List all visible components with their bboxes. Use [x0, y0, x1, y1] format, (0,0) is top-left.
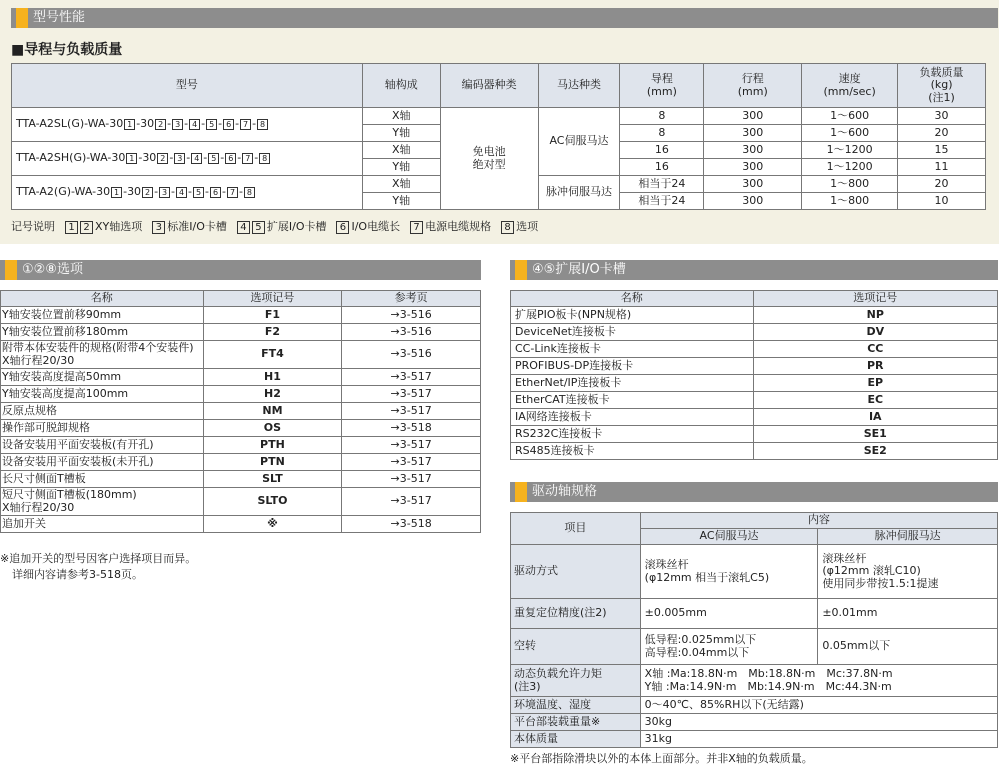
option-box: 5 — [208, 153, 219, 164]
model-separator: -30 — [138, 151, 157, 165]
option-box: 4 — [189, 119, 200, 130]
option-code: PTH — [203, 437, 342, 454]
option-code: PTN — [203, 454, 342, 471]
expansion-name: RS232C连接板卡 — [511, 426, 754, 443]
drive-backlash-ac: 低导程:0.025mm以下 高导程:0.04mm以下 — [640, 629, 818, 665]
drive-accuracy-ac: ±0.005mm — [640, 599, 818, 629]
motor-cell-ac: AC伺服马达 — [538, 108, 620, 176]
speed-cell: 1～600 — [802, 125, 898, 142]
legend-number: 2 — [80, 221, 93, 234]
option-box: 7 — [227, 187, 238, 198]
stroke-cell: 300 — [704, 159, 802, 176]
expansion-code: SE1 — [753, 426, 997, 443]
option-code: H1 — [203, 369, 342, 386]
legend-label: 记号说明 — [11, 220, 55, 233]
expansion-name: EtherNet/IP连接板卡 — [511, 375, 754, 392]
expansion-name: DeviceNet连接板卡 — [511, 324, 754, 341]
header-encoder: 编码器种类 — [440, 64, 538, 108]
drive-note: ※平台部指除滑块以外的本体上面部分。并非X轴的负载质量。 — [510, 752, 813, 765]
legend-item — [65, 220, 142, 233]
option-name: Y轴安装位置前移90mm — [1, 307, 204, 324]
perf-subtitle: ■导程与负载质量 — [11, 42, 123, 58]
drive-method-ac: 滚珠丝杆 (φ12mm 相当于滚轧C5) — [640, 545, 818, 599]
load-cell: 20 — [898, 176, 986, 193]
model-code: TTA-A2SL(G)-WA-30 1 -30 2 - 3 - 4 - 5 - 6 - 7 - 8 — [12, 108, 363, 142]
expansion-code: CC — [753, 341, 997, 358]
section-title-model: 型号性能 — [11, 8, 998, 28]
option-box: 8 — [259, 153, 270, 164]
drive-label-moment: 动态负载允许力矩 (注3) — [511, 665, 641, 697]
drive-platform-load-value: 30kg — [640, 714, 997, 731]
legend-number: 7 — [410, 221, 423, 234]
option-box: 4 — [191, 153, 202, 164]
axis-cell: Y轴 — [362, 193, 440, 210]
axis-cell: Y轴 — [362, 159, 440, 176]
expansion-header-code: 选项记号 — [753, 291, 997, 307]
option-page-link[interactable]: →3-517 — [342, 454, 481, 471]
option-box: 3 — [174, 153, 185, 164]
legend-text: XY轴选项 — [95, 220, 143, 233]
axis-cell: X轴 — [362, 176, 440, 193]
expansion-name: IA网络连接板卡 — [511, 409, 754, 426]
option-box: 8 — [257, 119, 268, 130]
load-cell: 11 — [898, 159, 986, 176]
speed-cell: 1～800 — [802, 193, 898, 210]
stroke-cell: 300 — [704, 142, 802, 159]
axis-cell: X轴 — [362, 108, 440, 125]
speed-cell: 1～600 — [802, 108, 898, 125]
option-page-link[interactable]: →3-517 — [342, 437, 481, 454]
motor-cell-pulse: 脉冲伺服马达 — [538, 176, 620, 210]
expansion-code: NP — [753, 307, 997, 324]
option-box: 6 — [210, 187, 221, 198]
drive-body-mass-value: 31kg — [640, 731, 997, 748]
header-speed: 速度 (mm/sec) — [802, 64, 898, 108]
option-code: F1 — [203, 307, 342, 324]
expansion-code: DV — [753, 324, 997, 341]
option-name: 短尺寸侧面T槽板(180mm) X轴行程20/30 — [1, 488, 204, 516]
header-stroke: 行程 (mm) — [704, 64, 802, 108]
option-code: H2 — [203, 386, 342, 403]
expansion-name: RS485连接板卡 — [511, 443, 754, 460]
model-code: TTA-A2SH(G)-WA-30 1 -30 2 - 3 - 4 - 5 - 6 - 7 - 8 — [12, 142, 363, 176]
lead-cell: 相当于24 — [620, 176, 704, 193]
drive-backlash-pulse: 0.05mm以下 — [818, 629, 998, 665]
option-box: 4 — [176, 187, 187, 198]
lead-cell: 16 — [620, 142, 704, 159]
drive-label-environment: 环境温度、湿度 — [511, 697, 641, 714]
drive-accuracy-pulse: ±0.01mm — [818, 599, 998, 629]
legend-text: 扩展I/O卡槽 — [266, 220, 327, 233]
options-header-code: 选项记号 — [203, 291, 342, 307]
options-header-page: 参考页 — [342, 291, 481, 307]
expansion-name: CC-Link连接板卡 — [511, 341, 754, 358]
stroke-cell: 300 — [704, 176, 802, 193]
speed-cell: 1～800 — [802, 176, 898, 193]
option-code: F2 — [203, 324, 342, 341]
model-separator: -30 — [136, 117, 155, 131]
header-motor: 马达种类 — [538, 64, 620, 108]
load-cell: 30 — [898, 108, 986, 125]
option-box: 2 — [142, 187, 153, 198]
legend-item — [152, 220, 227, 233]
option-code: SLTO — [203, 488, 342, 516]
legend-text: I/O电缆长 — [351, 220, 401, 233]
drive-header-content: 内容 — [640, 513, 997, 529]
lead-cell: 8 — [620, 108, 704, 125]
performance-table — [11, 63, 986, 210]
option-page-link[interactable]: →3-516 — [342, 341, 481, 369]
symbol-legend — [11, 219, 548, 235]
legend-number: 5 — [252, 221, 265, 234]
header-load: 负载质量 (kg) (注1) — [898, 64, 986, 108]
legend-number: 1 — [65, 221, 78, 234]
option-box: 1 — [124, 119, 135, 130]
drive-label-accuracy: 重复定位精度(注2) — [511, 599, 641, 629]
speed-cell: 1～1200 — [802, 159, 898, 176]
expansion-code: EP — [753, 375, 997, 392]
model-code: TTA-A2(G)-WA-30 1 -30 2 - 3 - 4 - 5 - 6 - 7 - 8 — [12, 176, 363, 210]
option-page-link[interactable]: →3-518 — [342, 516, 481, 533]
options-table — [0, 290, 481, 533]
option-name: Y轴安装高度提高100mm — [1, 386, 204, 403]
option-name: 追加开关 — [1, 516, 204, 533]
option-page-link[interactable]: →3-516 — [342, 307, 481, 324]
legend-number: 3 — [152, 221, 165, 234]
legend-number: 6 — [336, 221, 349, 234]
legend-item — [410, 220, 491, 233]
section-title-expansion: ④⑤扩展I/O卡槽 — [510, 260, 998, 280]
drive-header-ac: AC伺服马达 — [640, 529, 818, 545]
option-box: 5 — [206, 119, 217, 130]
encoder-cell: 免电池 绝对型 — [440, 108, 538, 210]
drive-label-method: 驱动方式 — [511, 545, 641, 599]
option-box: 6 — [223, 119, 234, 130]
legend-text: 电源电缆规格 — [425, 220, 492, 233]
model-prefix: TTA-A2SH(G)-WA-30 — [16, 151, 126, 165]
drive-label-backlash: 空转 — [511, 629, 641, 665]
drive-method-pulse: 滚珠丝杆 (φ12mm 滚轧C10) 使用同步带按1.5:1提速 — [818, 545, 998, 599]
legend-item — [501, 220, 538, 233]
axis-cell: X轴 — [362, 142, 440, 159]
option-page-link[interactable]: →3-517 — [342, 369, 481, 386]
option-box: 7 — [242, 153, 253, 164]
option-code: NM — [203, 403, 342, 420]
expansion-name: PROFIBUS-DP连接板卡 — [511, 358, 754, 375]
option-box: 1 — [111, 187, 122, 198]
legend-text: 选项 — [516, 220, 539, 233]
drive-environment-value: 0～40℃、85%RH以下(无结露) — [640, 697, 997, 714]
option-page-link[interactable]: →3-516 — [342, 324, 481, 341]
option-name: Y轴安装位置前移180mm — [1, 324, 204, 341]
lead-cell: 相当于24 — [620, 193, 704, 210]
axis-cell: Y轴 — [362, 125, 440, 142]
option-name: 附带本体安装件的规格(附带4个安装件) X轴行程20/30 — [1, 341, 204, 369]
options-note-2: 详细内容请参考3-518页。 — [12, 568, 143, 581]
drive-header-item: 项目 — [511, 513, 641, 545]
model-prefix: TTA-A2SL(G)-WA-30 — [16, 117, 124, 131]
option-box: 2 — [155, 119, 166, 130]
option-page-link[interactable]: →3-518 — [342, 420, 481, 437]
option-name: 操作部可脱卸规格 — [1, 420, 204, 437]
option-box: 5 — [193, 187, 204, 198]
option-name: 反原点规格 — [1, 403, 204, 420]
expansion-code: EC — [753, 392, 997, 409]
model-separator: -30 — [123, 185, 142, 199]
expansion-code: PR — [753, 358, 997, 375]
options-header-name: 名称 — [1, 291, 204, 307]
expansion-code: SE2 — [753, 443, 997, 460]
drive-label-body-mass: 本体质量 — [511, 731, 641, 748]
legend-number: 8 — [501, 221, 514, 234]
option-code: FT4 — [203, 341, 342, 369]
expansion-name: 扩展PIO板卡(NPN规格) — [511, 307, 754, 324]
load-cell: 20 — [898, 125, 986, 142]
option-box: 3 — [172, 119, 183, 130]
option-box: 6 — [225, 153, 236, 164]
option-name: Y轴安装高度提高50mm — [1, 369, 204, 386]
option-page-link[interactable]: →3-517 — [342, 403, 481, 420]
option-box: 1 — [126, 153, 137, 164]
option-name: 设备安装用平面安装板(未开孔) — [1, 454, 204, 471]
speed-cell: 1～1200 — [802, 142, 898, 159]
option-name: 设备安装用平面安装板(有开孔) — [1, 437, 204, 454]
option-box: 8 — [244, 187, 255, 198]
section-title-drive: 驱动轴规格 — [510, 482, 998, 502]
option-box: 3 — [159, 187, 170, 198]
expansion-header-name: 名称 — [511, 291, 754, 307]
legend-item — [237, 220, 327, 233]
lead-cell: 8 — [620, 125, 704, 142]
legend-item — [336, 220, 400, 233]
legend-number: 4 — [237, 221, 250, 234]
option-box: 2 — [157, 153, 168, 164]
legend-text: 标准I/O卡槽 — [167, 220, 227, 233]
options-note-1: ※追加开关的型号因客户选择项目而异。 — [0, 552, 197, 565]
header-model: 型号 — [12, 64, 363, 108]
expansion-table — [510, 290, 998, 460]
drive-header-pulse: 脉冲伺服马达 — [818, 529, 998, 545]
load-cell: 15 — [898, 142, 986, 159]
section-title-options: ①②⑧选项 — [0, 260, 481, 280]
drive-moment-value: X轴 :Ma:18.8N·m Mb:18.8N·m Mc:37.8N·m Y轴 :Ma:14.9N·m Mb:14.9N·m Mc:44.3N·m — [640, 665, 997, 697]
load-cell: 10 — [898, 193, 986, 210]
option-box: 7 — [240, 119, 251, 130]
option-name: 长尺寸侧面T槽板 — [1, 471, 204, 488]
option-code: ※ — [203, 516, 342, 533]
stroke-cell: 300 — [704, 193, 802, 210]
header-lead: 导程 (mm) — [620, 64, 704, 108]
drive-label-platform-load: 平台部装载重量※ — [511, 714, 641, 731]
option-page-link[interactable]: →3-517 — [342, 471, 481, 488]
option-code: OS — [203, 420, 342, 437]
option-page-link[interactable]: →3-517 — [342, 386, 481, 403]
stroke-cell: 300 — [704, 125, 802, 142]
option-code: SLT — [203, 471, 342, 488]
drive-spec-table — [510, 512, 998, 748]
lead-cell: 16 — [620, 159, 704, 176]
option-page-link[interactable]: →3-517 — [342, 488, 481, 516]
header-axis: 轴构成 — [362, 64, 440, 108]
expansion-code: IA — [753, 409, 997, 426]
model-prefix: TTA-A2(G)-WA-30 — [16, 185, 111, 199]
expansion-name: EtherCAT连接板卡 — [511, 392, 754, 409]
stroke-cell: 300 — [704, 108, 802, 125]
